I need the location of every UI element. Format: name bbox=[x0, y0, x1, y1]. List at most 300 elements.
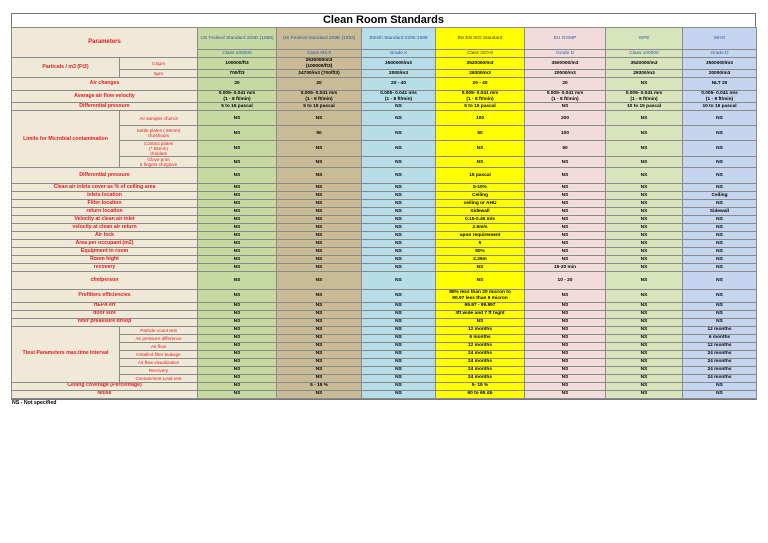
value-cell: 12 months bbox=[436, 342, 525, 350]
table-row bbox=[12, 168, 757, 184]
value-cell: ceiling or AHU bbox=[436, 200, 525, 208]
value-cell: NS bbox=[525, 208, 606, 216]
parameter-name: Room hight bbox=[12, 256, 198, 264]
value-cell: NS bbox=[277, 350, 362, 358]
value-cell: NS bbox=[198, 168, 277, 184]
sub-parameter-name: Recovery bbox=[120, 366, 198, 374]
parameter-name: door size bbox=[12, 310, 198, 318]
value-cell: NS bbox=[198, 318, 277, 326]
value-cell: NS bbox=[683, 216, 757, 224]
value-cell: NS bbox=[525, 200, 606, 208]
value-cell: NS bbox=[606, 224, 683, 232]
value-cell: NS bbox=[277, 374, 362, 382]
value-cell: NS bbox=[525, 232, 606, 240]
header-row bbox=[12, 28, 757, 50]
standard-name: British Standard 5295:1989 bbox=[362, 28, 436, 50]
value-cell: 20000/m3 bbox=[525, 70, 606, 78]
value-cell: 85% less than 20 micron to 90.97 less than 5 micron bbox=[436, 290, 525, 302]
value-cell: NS bbox=[525, 318, 606, 326]
sheet-title: Clean Room Standards bbox=[11, 13, 756, 27]
value-cell: NS bbox=[198, 224, 277, 232]
value-cell: NS bbox=[525, 192, 606, 200]
value-cell: NS bbox=[198, 256, 277, 264]
value-cell: NS bbox=[525, 382, 606, 390]
value-cell: NS bbox=[683, 168, 757, 184]
value-cell: NS bbox=[606, 141, 683, 157]
value-cell: NS bbox=[362, 168, 436, 184]
table-row bbox=[12, 240, 757, 248]
value-cell: NS bbox=[683, 264, 757, 272]
value-cell: 15 pascal bbox=[436, 168, 525, 184]
value-cell: NS bbox=[606, 184, 683, 192]
value-cell: NS bbox=[606, 358, 683, 366]
value-cell: NS bbox=[277, 358, 362, 366]
value-cell: NS bbox=[606, 318, 683, 326]
value-cell: NS bbox=[362, 232, 436, 240]
sub-parameter-name: Installed filter leakage bbox=[120, 350, 198, 358]
value-cell: NS bbox=[606, 256, 683, 264]
value-cell: 2.5m/s bbox=[436, 224, 525, 232]
table-row bbox=[12, 78, 757, 91]
value-cell: 2.25m bbox=[436, 256, 525, 264]
value-cell: 200 bbox=[525, 111, 606, 126]
value-cell: NS bbox=[606, 264, 683, 272]
value-cell: NS bbox=[198, 141, 277, 157]
value-cell: 0.15-0.45 m/s bbox=[436, 216, 525, 224]
value-cell: NS bbox=[277, 264, 362, 272]
value-cell: NS bbox=[198, 350, 277, 358]
value-cell: NS bbox=[362, 192, 436, 200]
value-cell: NS bbox=[277, 310, 362, 318]
table-row bbox=[12, 232, 757, 240]
value-cell: NS bbox=[362, 382, 436, 390]
value-cell: NS bbox=[606, 216, 683, 224]
value-cell: 12 months bbox=[683, 342, 757, 350]
value-cell: NS bbox=[683, 310, 757, 318]
value-cell: NS bbox=[525, 326, 606, 334]
standard-class: Grade D bbox=[525, 50, 606, 58]
standard-name: US Federal Standard 209E (1992) bbox=[277, 28, 362, 50]
value-cell: NS bbox=[198, 272, 277, 290]
value-cell: 5-10% bbox=[436, 184, 525, 192]
value-cell: NS bbox=[525, 184, 606, 192]
value-cell: 10 to 15 pascal bbox=[683, 103, 757, 111]
table-row bbox=[12, 334, 757, 342]
value-cell: NS bbox=[198, 326, 277, 334]
value-cell: NS bbox=[198, 126, 277, 141]
value-cell: NS bbox=[606, 126, 683, 141]
table-row bbox=[12, 248, 757, 256]
value-cell: NS bbox=[606, 342, 683, 350]
table-row bbox=[12, 390, 757, 398]
value-cell: NS bbox=[362, 240, 436, 248]
parameter-name: Avarage air flow velocity bbox=[12, 91, 198, 103]
table-row bbox=[12, 58, 757, 70]
value-cell: NS bbox=[525, 216, 606, 224]
sub-parameter-name: Contact plates (* 55mm) cfu/plate bbox=[120, 141, 198, 157]
value-cell: 20 - 40 bbox=[436, 78, 525, 91]
value-cell: NS bbox=[277, 290, 362, 302]
value-cell: NS bbox=[362, 208, 436, 216]
value-cell: NS bbox=[525, 103, 606, 111]
table-row bbox=[12, 358, 757, 366]
value-cell: 5 bbox=[436, 240, 525, 248]
value-cell: 50 bbox=[436, 126, 525, 141]
value-cell: NS bbox=[362, 216, 436, 224]
parameter-name: Air changes bbox=[12, 78, 198, 91]
value-cell: NS bbox=[362, 342, 436, 350]
parameters-header: Parameters bbox=[12, 28, 198, 58]
value-cell: NS bbox=[525, 310, 606, 318]
value-cell: NS bbox=[606, 157, 683, 168]
value-cell: Sidewall bbox=[436, 208, 525, 216]
value-cell: Ceiling bbox=[683, 192, 757, 200]
table-row bbox=[12, 342, 757, 350]
value-cell: NS bbox=[362, 272, 436, 290]
value-cell: NS bbox=[362, 184, 436, 192]
value-cell: 10 to 15 pascal bbox=[606, 103, 683, 111]
value-cell: NS bbox=[362, 290, 436, 302]
value-cell: 6 months bbox=[683, 334, 757, 342]
value-cell: NS bbox=[683, 390, 757, 398]
table-row bbox=[12, 91, 757, 103]
table-row bbox=[12, 224, 757, 232]
value-cell: NS bbox=[362, 318, 436, 326]
value-cell: NS bbox=[606, 232, 683, 240]
value-cell: upon requirement bbox=[436, 232, 525, 240]
value-cell: NS bbox=[362, 248, 436, 256]
standard-name: ISPE bbox=[606, 28, 683, 50]
parameter-name: Clean air inlets cover as % of ceiling area bbox=[12, 184, 198, 192]
value-cell: 100 bbox=[525, 126, 606, 141]
parameter-name: HEPA eff bbox=[12, 302, 198, 310]
parameter-name: Prefilters efficiencies bbox=[12, 290, 198, 302]
parameter-name: recovery bbox=[12, 264, 198, 272]
value-cell: NS bbox=[362, 224, 436, 232]
table-row bbox=[12, 216, 757, 224]
value-cell: 24 months bbox=[683, 358, 757, 366]
standard-name: BS EN ISO Standard bbox=[436, 28, 525, 50]
value-cell: 12 months bbox=[683, 326, 757, 334]
value-cell: NS bbox=[436, 272, 525, 290]
value-cell: 60 to 65 db bbox=[436, 390, 525, 398]
value-cell: NS bbox=[277, 366, 362, 374]
value-cell: NS bbox=[525, 256, 606, 264]
value-cell: 50 bbox=[277, 126, 362, 141]
value-cell: 20 bbox=[198, 78, 277, 91]
sub-parameter-name: Containment Leak test bbox=[120, 374, 198, 382]
value-cell: NS bbox=[606, 168, 683, 184]
value-cell: NS bbox=[277, 168, 362, 184]
value-cell: 29300/m3 bbox=[606, 70, 683, 78]
value-cell: NS bbox=[525, 350, 606, 358]
parameter-name: filter preassure droop bbox=[12, 318, 198, 326]
value-cell: NS bbox=[198, 184, 277, 192]
value-cell: 24 months bbox=[683, 374, 757, 382]
value-cell: NS bbox=[525, 334, 606, 342]
parameter-name: return location bbox=[12, 208, 198, 216]
value-cell: NS bbox=[277, 334, 362, 342]
value-cell: NS bbox=[198, 342, 277, 350]
value-cell: NS bbox=[525, 240, 606, 248]
value-cell: NS bbox=[198, 111, 277, 126]
value-cell: NS bbox=[277, 272, 362, 290]
value-cell: 20 bbox=[525, 78, 606, 91]
value-cell: NS bbox=[277, 111, 362, 126]
value-cell: NS bbox=[198, 200, 277, 208]
value-cell: NS bbox=[362, 350, 436, 358]
value-cell: NS bbox=[606, 200, 683, 208]
value-cell: NS bbox=[683, 272, 757, 290]
value-cell: NS bbox=[362, 326, 436, 334]
value-cell: NS bbox=[525, 366, 606, 374]
value-cell: 6 months bbox=[436, 334, 525, 342]
value-cell: 0.005- 0.041 m/s (1 - 8 ft/min) bbox=[277, 91, 362, 103]
value-cell: NS bbox=[606, 382, 683, 390]
value-cell: NS bbox=[362, 358, 436, 366]
value-cell: NS bbox=[362, 200, 436, 208]
value-cell: NS bbox=[362, 111, 436, 126]
value-cell: NS bbox=[606, 192, 683, 200]
sub-parameter-name: Air flow bbox=[120, 342, 198, 350]
value-cell: NS bbox=[198, 216, 277, 224]
value-cell: 20000/m3 bbox=[683, 70, 757, 78]
standards-table bbox=[11, 27, 757, 399]
value-cell: NS bbox=[277, 248, 362, 256]
value-cell: NS bbox=[436, 264, 525, 272]
value-cell: NS bbox=[277, 192, 362, 200]
value-cell: 99.97 - 99.997 bbox=[436, 302, 525, 310]
spreadsheet bbox=[11, 13, 756, 407]
table-row bbox=[12, 326, 757, 334]
table-row bbox=[12, 208, 757, 216]
table-row bbox=[12, 350, 757, 358]
value-cell: 5- 15 % bbox=[436, 382, 525, 390]
value-cell: 5 - 15 % bbox=[277, 382, 362, 390]
value-cell: NS bbox=[606, 302, 683, 310]
value-cell: NS bbox=[198, 290, 277, 302]
sub-parameter-name: Settle plates ( 90mm) cfu/4hours bbox=[120, 126, 198, 141]
standard-class: Class ISO-8 bbox=[436, 50, 525, 58]
parameter-name: Area per occupant (m2) bbox=[12, 240, 198, 248]
value-cell: 0.005- 0.041 m/s (1 - 8 ft/min) bbox=[683, 91, 757, 103]
value-cell: NS bbox=[198, 390, 277, 398]
parameter-name: cfm/person bbox=[12, 272, 198, 290]
parameter-name: Differential pressure bbox=[12, 168, 198, 184]
value-cell: 10 - 20 bbox=[525, 272, 606, 290]
value-cell: NS bbox=[277, 184, 362, 192]
value-cell: NS bbox=[525, 390, 606, 398]
value-cell: NS bbox=[606, 310, 683, 318]
value-cell: NS bbox=[436, 141, 525, 157]
value-cell: 20 bbox=[277, 78, 362, 91]
value-cell: 29300/m3 bbox=[436, 70, 525, 78]
standard-class: Grade K bbox=[362, 50, 436, 58]
parameter-name: Ttest Parameters max.time interval bbox=[12, 326, 120, 382]
parameter-name: Limits for Microbial contamination bbox=[12, 111, 120, 168]
value-cell: 3500000/m3 bbox=[362, 58, 436, 70]
value-cell: NS bbox=[436, 157, 525, 168]
value-cell: NS bbox=[606, 290, 683, 302]
table-row bbox=[12, 103, 757, 111]
sub-parameter-name: 5µm bbox=[120, 70, 198, 78]
value-cell: NS bbox=[277, 240, 362, 248]
value-cell: NS bbox=[198, 248, 277, 256]
sub-parameter-name: Air flow visualization bbox=[120, 358, 198, 366]
table-row bbox=[12, 374, 757, 382]
value-cell: 12 months bbox=[436, 326, 525, 334]
table-row bbox=[12, 70, 757, 78]
table-row bbox=[12, 192, 757, 200]
value-cell: NS bbox=[683, 224, 757, 232]
value-cell: NS bbox=[606, 248, 683, 256]
value-cell: NS bbox=[277, 326, 362, 334]
value-cell: NS bbox=[683, 240, 757, 248]
value-cell: NS bbox=[277, 256, 362, 264]
value-cell: NS bbox=[683, 157, 757, 168]
value-cell: 0.005- 0.041 m/s (1 - 8 ft/min) bbox=[436, 91, 525, 103]
value-cell: NS bbox=[198, 157, 277, 168]
value-cell: 24 months bbox=[683, 350, 757, 358]
value-cell: NS bbox=[362, 141, 436, 157]
value-cell: 3ft wide and 7 ft hight bbox=[436, 310, 525, 318]
value-cell: 0.005- 0.041 m/s (1 - 8 ft/min) bbox=[525, 91, 606, 103]
value-cell: 24 months bbox=[436, 374, 525, 382]
parameter-name: inlets location bbox=[12, 192, 198, 200]
parameter-name: Equipment in room bbox=[12, 248, 198, 256]
value-cell: NS bbox=[198, 366, 277, 374]
value-cell: NS bbox=[362, 366, 436, 374]
value-cell: NS bbox=[277, 390, 362, 398]
value-cell: NS bbox=[525, 358, 606, 366]
value-cell: NS bbox=[683, 302, 757, 310]
value-cell: NS bbox=[277, 216, 362, 224]
value-cell: 0.005- 0.041 m/s (1 - 8 ft/min) bbox=[198, 91, 277, 103]
value-cell: NS bbox=[277, 302, 362, 310]
value-cell: 24 months bbox=[436, 350, 525, 358]
value-cell: NS bbox=[683, 290, 757, 302]
value-cell: NS bbox=[362, 374, 436, 382]
value-cell: NS bbox=[277, 141, 362, 157]
value-cell: NS bbox=[683, 141, 757, 157]
value-cell: 3500000/m3 bbox=[683, 58, 757, 70]
value-cell: 0.005- 0.041 m/s (1 - 8 ft/min) bbox=[606, 91, 683, 103]
sub-parameter-name: Particle count test bbox=[120, 326, 198, 334]
parameter-name: Particals / m3 (Ft3) bbox=[12, 58, 120, 78]
footnote: NS - Not specified bbox=[11, 399, 757, 407]
table-row bbox=[12, 184, 757, 192]
value-cell: NLT 20 bbox=[683, 78, 757, 91]
value-cell: NS bbox=[198, 310, 277, 318]
table-row bbox=[12, 302, 757, 310]
value-cell: NS bbox=[362, 103, 436, 111]
value-cell: NS bbox=[198, 232, 277, 240]
value-cell: NS bbox=[606, 390, 683, 398]
table-row bbox=[12, 141, 757, 157]
value-cell: NS bbox=[277, 157, 362, 168]
value-cell: NS bbox=[198, 382, 277, 390]
standard-class: Class 100000 bbox=[606, 50, 683, 58]
value-cell: 5 to 15 pascal bbox=[277, 103, 362, 111]
parameter-name: Air lock bbox=[12, 232, 198, 240]
value-cell: NS bbox=[606, 334, 683, 342]
value-cell: 0.005- 0.041 m/s (1 - 8 ft/min) bbox=[362, 91, 436, 103]
value-cell: 3500000/m3 bbox=[525, 58, 606, 70]
value-cell: NS bbox=[525, 374, 606, 382]
value-cell: NS bbox=[362, 126, 436, 141]
value-cell: NS bbox=[362, 334, 436, 342]
value-cell: NS bbox=[198, 240, 277, 248]
value-cell: NS bbox=[683, 382, 757, 390]
table-row bbox=[12, 366, 757, 374]
value-cell: NS bbox=[198, 208, 277, 216]
table-row bbox=[12, 157, 757, 168]
parameter-name: Differential pressure bbox=[12, 103, 198, 111]
parameter-name: Ceiling coverage (Percentage) bbox=[12, 382, 198, 390]
value-cell: NS bbox=[606, 374, 683, 382]
value-cell: NS bbox=[683, 232, 757, 240]
value-cell: Ceiling bbox=[436, 192, 525, 200]
value-cell: NS bbox=[683, 248, 757, 256]
value-cell: NS bbox=[606, 240, 683, 248]
value-cell: NS bbox=[277, 318, 362, 326]
value-cell: 24700/m3 (700/ft3) bbox=[277, 70, 362, 78]
table-row bbox=[12, 318, 757, 326]
sub-parameter-name: Air pressure difference bbox=[120, 334, 198, 342]
value-cell: NS bbox=[362, 302, 436, 310]
value-cell: NS bbox=[606, 366, 683, 374]
standard-name: US Federal Standard 209D (1988) bbox=[198, 28, 277, 50]
value-cell: NS bbox=[683, 256, 757, 264]
table-row bbox=[12, 272, 757, 290]
value-cell: NS bbox=[198, 302, 277, 310]
value-cell: 3520000/m3 bbox=[436, 58, 525, 70]
value-cell: 15-20 min bbox=[525, 264, 606, 272]
value-cell: NS bbox=[362, 264, 436, 272]
value-cell: NS bbox=[277, 342, 362, 350]
value-cell: NS bbox=[606, 272, 683, 290]
value-cell: NS bbox=[362, 310, 436, 318]
standard-name: EU GGMP bbox=[525, 28, 606, 50]
value-cell: NS bbox=[606, 208, 683, 216]
value-cell: 24 months bbox=[436, 366, 525, 374]
standard-name: WHO bbox=[683, 28, 757, 50]
value-cell: 100 bbox=[436, 111, 525, 126]
table-row bbox=[12, 111, 757, 126]
value-cell: NS bbox=[525, 290, 606, 302]
standard-class: Class M6.5 bbox=[277, 50, 362, 58]
value-cell: 3530000/m3 (100000/ft3) bbox=[277, 58, 362, 70]
value-cell: NS bbox=[683, 318, 757, 326]
value-cell: 2000/m3 bbox=[362, 70, 436, 78]
value-cell: NS bbox=[198, 358, 277, 366]
value-cell: 24 months bbox=[683, 366, 757, 374]
value-cell: 3520000/m3 bbox=[606, 58, 683, 70]
value-cell: NS bbox=[277, 224, 362, 232]
value-cell: NS bbox=[683, 184, 757, 192]
standard-class: Class 100000 bbox=[198, 50, 277, 58]
value-cell: NS bbox=[683, 200, 757, 208]
value-cell: 20 - 40 bbox=[362, 78, 436, 91]
value-cell: NS bbox=[525, 224, 606, 232]
value-cell: NS bbox=[198, 264, 277, 272]
table-row bbox=[12, 310, 757, 318]
value-cell: NS bbox=[198, 334, 277, 342]
table-row bbox=[12, 200, 757, 208]
value-cell: NS bbox=[606, 111, 683, 126]
value-cell: NS bbox=[436, 318, 525, 326]
standard-class: Grade D bbox=[683, 50, 757, 58]
